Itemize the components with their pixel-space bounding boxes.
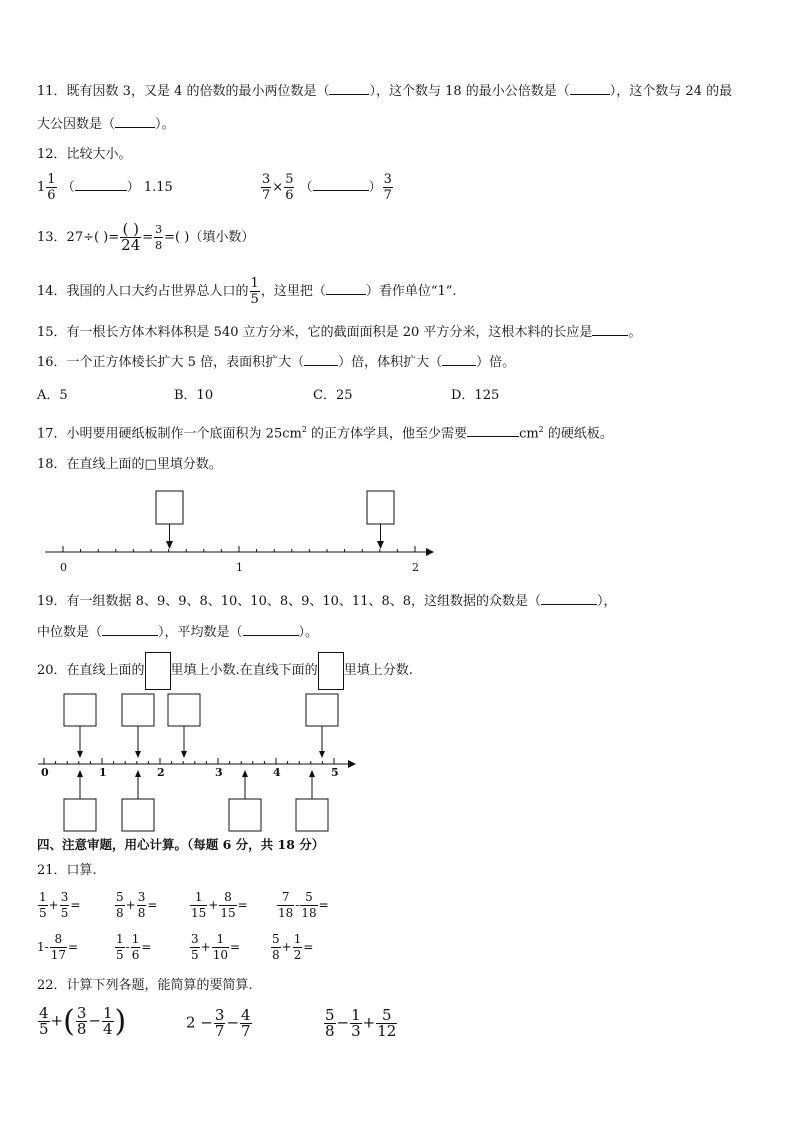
q20-fraction-box[interactable] — [64, 799, 96, 831]
q21-op: + — [200, 940, 211, 954]
q17-sup-1: 2 — [301, 425, 307, 434]
q21-item — [270, 932, 313, 963]
q12-blank-b[interactable] — [313, 178, 369, 191]
q20-tick-2: 2 — [157, 766, 165, 779]
q18-answer-box-2[interactable] — [367, 491, 394, 524]
q16-option-a[interactable]: A．5 — [37, 388, 68, 403]
q17-text-2: 的正方体学具，他至少需要 — [306, 426, 468, 442]
q17-sup-2: 2 — [538, 425, 544, 434]
q20-number-line — [0, 690, 370, 835]
q19-blank-1[interactable] — [541, 592, 597, 605]
q21-frac: $\frac{8}{15}$ — [220, 890, 236, 920]
q21-item — [37, 932, 78, 963]
q11-blank-3[interactable] — [115, 115, 155, 128]
q14-suffix: ）看作单位“1”. — [365, 284, 457, 299]
question-16 — [37, 353, 515, 372]
q16-option-b[interactable]: B．10 — [174, 388, 214, 403]
q19-blank-2[interactable] — [102, 623, 158, 636]
q21-item — [114, 932, 151, 963]
q21-op: + — [125, 898, 136, 912]
q21-op: + — [281, 940, 292, 954]
q20-text-1: 20．在直线上面的 — [37, 663, 145, 678]
q21-frac: $\frac{3}{8}$ — [137, 890, 146, 920]
q21-op: - — [295, 898, 300, 912]
q18-tick-2: 2 — [412, 561, 419, 574]
q22-e1-plus: + — [50, 1011, 64, 1030]
q14-fraction: $\frac{1}{5}$ — [250, 276, 259, 307]
q21-equals[interactable]: = — [318, 898, 329, 912]
q20-box-icon-1 — [145, 652, 171, 690]
q21-frac: $\frac{1}{5}$ — [39, 890, 47, 920]
q20-fraction-box[interactable] — [296, 799, 328, 831]
q22-e1-frac3: $\frac{1}{4}$ — [102, 1004, 113, 1038]
q12-compare-b — [260, 172, 394, 203]
question-11-cont — [37, 115, 175, 134]
q12-times: × — [272, 180, 284, 195]
q11-text-1: 11．既有因数 3，又是 4 的倍数的最小两位数是（ — [37, 84, 330, 99]
q21-equals[interactable]: = — [147, 898, 158, 912]
q12-a-fraction: $\frac{1}{6}$ — [47, 172, 56, 203]
question-13 — [37, 222, 254, 253]
question-14 — [37, 276, 457, 307]
q21-frac: $\frac{3}{5}$ — [191, 932, 199, 962]
q16-text-1: 16．一个正方体棱长扩大 5 倍，表面积扩大（ — [37, 355, 305, 370]
q19-blank-3[interactable] — [243, 623, 299, 636]
q21-item — [189, 932, 240, 963]
q20-arrowhead — [135, 751, 141, 758]
q20-top-boxes — [64, 694, 338, 758]
q21-op: - — [125, 940, 130, 954]
q20-text-2: 里填上小数.在直线下面的 — [170, 663, 318, 678]
q22-title: 22．计算下列各题，能简算的要简算. — [37, 978, 253, 993]
q18-title: 18．在直线上面的□里填分数。 — [37, 457, 222, 472]
q20-fraction-box[interactable] — [229, 799, 261, 831]
q21-item — [189, 890, 248, 921]
q17-text-4: 的硬纸板。 — [543, 426, 613, 442]
q22-expr-1 — [37, 1004, 126, 1039]
q20-tick-3: 3 — [215, 766, 223, 779]
q12-a-close: ） — [126, 180, 140, 195]
q22-e1-frac2: $\frac{3}{8}$ — [76, 1004, 87, 1038]
q22-e1-minus: − — [88, 1011, 101, 1030]
q22-e3-minus: − — [336, 1013, 350, 1032]
q21-item — [37, 890, 80, 921]
q21-frac: $\frac{3}{5}$ — [60, 890, 69, 920]
q21-frac: $\frac{5}{8}$ — [116, 890, 124, 920]
q18-tick-0: 0 — [60, 561, 67, 574]
q22-e3-frac3: $\frac{5}{12}$ — [377, 1006, 397, 1040]
q11-text-5: ）。 — [155, 117, 175, 132]
q21-equals[interactable]: = — [67, 940, 79, 954]
q13-prefix: 13．27÷( )= — [37, 230, 120, 245]
q19-text-2: ）， — [597, 594, 617, 609]
q20-tick-1: 1 — [99, 766, 107, 779]
q20-decimal-box[interactable] — [122, 694, 154, 726]
q22-e1-open: ( — [63, 1004, 75, 1039]
q21-equals[interactable]: = — [303, 940, 314, 954]
q20-decimal-box[interactable] — [64, 694, 96, 726]
q21-op: + — [48, 898, 59, 912]
q20-arrowhead — [135, 770, 141, 777]
q11-text-2: ），这个数与 18 的最小公倍数是（ — [369, 84, 570, 99]
q22-e1-close: ) — [114, 1004, 127, 1039]
q12-a-right: 1.15 — [143, 180, 173, 195]
q21-item — [276, 890, 329, 921]
q14-prefix: 14．我国的人口大约占世界总人口的 — [37, 284, 249, 299]
question-20 — [37, 651, 413, 691]
q20-arrowhead — [77, 751, 83, 758]
q16-blank-2[interactable] — [442, 353, 476, 366]
q16-text-3: ）倍。 — [476, 355, 516, 370]
q21-op: + — [208, 898, 219, 912]
q21-frac: $\frac{1}{15}$ — [191, 890, 207, 920]
q20-text-3: 里填上分数. — [343, 663, 413, 678]
q11-blank-2[interactable] — [570, 82, 610, 95]
q19-text-1: 19．有一组数据 8、9、9、8、10、10、8、9、10、11、8、8，这组数据的众数是（ — [37, 594, 542, 609]
q20-arrowhead — [319, 751, 325, 758]
q12-b-frac2: $\frac{5}{6}$ — [285, 172, 294, 203]
q21-pre: 1- — [37, 940, 49, 954]
q18-arrowhead-1 — [166, 541, 173, 549]
q21-frac: $\frac{1}{10}$ — [212, 932, 228, 962]
q12-b-frac1: $\frac{3}{7}$ — [262, 172, 271, 203]
q20-ticks — [44, 758, 334, 764]
q21-frac: $\frac{7}{18}$ — [278, 890, 294, 920]
q12-title: 12．比较大小。 — [37, 147, 132, 162]
q21-frac: $\frac{1}{6}$ — [131, 932, 140, 962]
q14-blank[interactable] — [326, 282, 366, 295]
q16-blank-1[interactable] — [304, 353, 338, 366]
q15-text: 15．有一根长方体木料体积是 540 立方分米，它的截面面积是 20 平方分米，这根木料的长应是 — [37, 325, 593, 340]
q21-equals[interactable]: = — [237, 898, 248, 912]
q12-compare-a — [37, 172, 173, 203]
q22-e2-pre: 2 − — [186, 1013, 213, 1032]
q20-fraction-box[interactable] — [122, 799, 154, 831]
q17-text-1: 17．小明要用硬纸板制作一个底面积为 25cm — [37, 426, 302, 442]
q20-axis-arrow — [348, 760, 356, 768]
q21-frac: $\frac{5}{18}$ — [301, 890, 317, 920]
q20-box-icon-2 — [318, 652, 344, 690]
q20-arrowhead — [77, 770, 83, 777]
question-11 — [37, 82, 732, 101]
q18-answer-box-1[interactable] — [156, 491, 183, 524]
q12-a-open: （ — [61, 180, 75, 195]
q20-tick-4: 4 — [273, 766, 281, 779]
q13-fraction-blank[interactable]: ( ) 24 — [121, 220, 141, 254]
question-17 — [37, 421, 613, 443]
q16-text-2: ）倍，体积扩大（ — [338, 355, 443, 370]
q19-text-3: 中位数是（ — [37, 625, 103, 640]
q15-blank[interactable] — [592, 323, 628, 336]
q13-suffix: =( )（填小数） — [164, 230, 255, 245]
q22-expr-2 — [186, 1008, 253, 1039]
q22-e3-frac1: $\frac{5}{8}$ — [325, 1006, 335, 1040]
q20-decimal-box[interactable] — [168, 694, 200, 726]
q20-arrowhead — [309, 770, 315, 777]
q21-equals[interactable]: = — [141, 940, 152, 954]
q12-blank-a[interactable] — [75, 178, 127, 191]
q21-frac: $\frac{1}{5}$ — [116, 932, 124, 962]
q18-ticks — [63, 546, 415, 552]
q20-arrowhead — [181, 751, 187, 758]
q13-eq: = — [142, 230, 154, 245]
q16-option-c[interactable]: C．25 — [313, 388, 353, 403]
q20-arrowhead — [242, 770, 248, 777]
q12-b-open: （ — [299, 180, 313, 195]
q12-b-frac3: $\frac{3}{7}$ — [383, 172, 392, 203]
q21-frac: $\frac{5}{8}$ — [272, 932, 280, 962]
q22-e2-frac2: $\frac{4}{7}$ — [241, 1006, 251, 1040]
question-15 — [37, 323, 641, 342]
q18-axis-arrow — [426, 548, 434, 556]
q20-bottom-boxes — [64, 770, 328, 831]
question-19-cont — [37, 623, 318, 642]
q21-frac: $\frac{8}{17}$ — [50, 932, 66, 962]
q22-e1-frac1: $\frac{4}{5}$ — [39, 1004, 49, 1038]
q22-e2-minus: − — [226, 1013, 240, 1032]
q22-e2-frac1: $\frac{3}{7}$ — [214, 1006, 225, 1040]
q20-tick-5: 5 — [331, 766, 339, 779]
q12-a-whole: 1 — [37, 180, 46, 195]
q15-end: 。 — [628, 325, 642, 340]
q16-option-d[interactable]: D．125 — [451, 388, 500, 403]
q11-text-3: ），这个数与 24 的最 — [609, 84, 733, 99]
q18-number-line — [0, 485, 450, 580]
q11-blank-1[interactable] — [329, 82, 369, 95]
q11-text-4: 大公因数是（ — [37, 117, 116, 132]
q22-expr-3 — [323, 1008, 398, 1039]
q19-text-5: ）。 — [298, 625, 319, 640]
q18-arrowhead-2 — [377, 541, 384, 549]
q13-fraction: $\frac{3}{8}$ — [155, 223, 163, 252]
q22-e3-plus: + — [362, 1013, 376, 1032]
q12-b-close: ） — [368, 180, 382, 195]
q21-equals[interactable]: = — [70, 898, 81, 912]
q21-equals[interactable]: = — [229, 940, 241, 954]
q20-tick-0: 0 — [41, 766, 49, 779]
q21-frac: $\frac{1}{2}$ — [293, 932, 302, 962]
q21-item — [114, 890, 157, 921]
question-19 — [37, 592, 617, 611]
section-4-heading: 四、注意审题，用心计算。（每题 6 分，共 18 分） — [37, 837, 325, 852]
q19-text-4: ），平均数是（ — [158, 625, 243, 640]
q21-title: 21．口算. — [37, 863, 97, 878]
q20-decimal-box[interactable] — [306, 694, 338, 726]
q14-mid: ，这里把（ — [260, 284, 326, 299]
q17-blank[interactable] — [467, 424, 519, 437]
q17-text-3: cm — [519, 426, 539, 442]
q18-tick-1: 1 — [236, 561, 243, 574]
q22-e3-frac2: $\frac{1}{3}$ — [351, 1006, 361, 1040]
